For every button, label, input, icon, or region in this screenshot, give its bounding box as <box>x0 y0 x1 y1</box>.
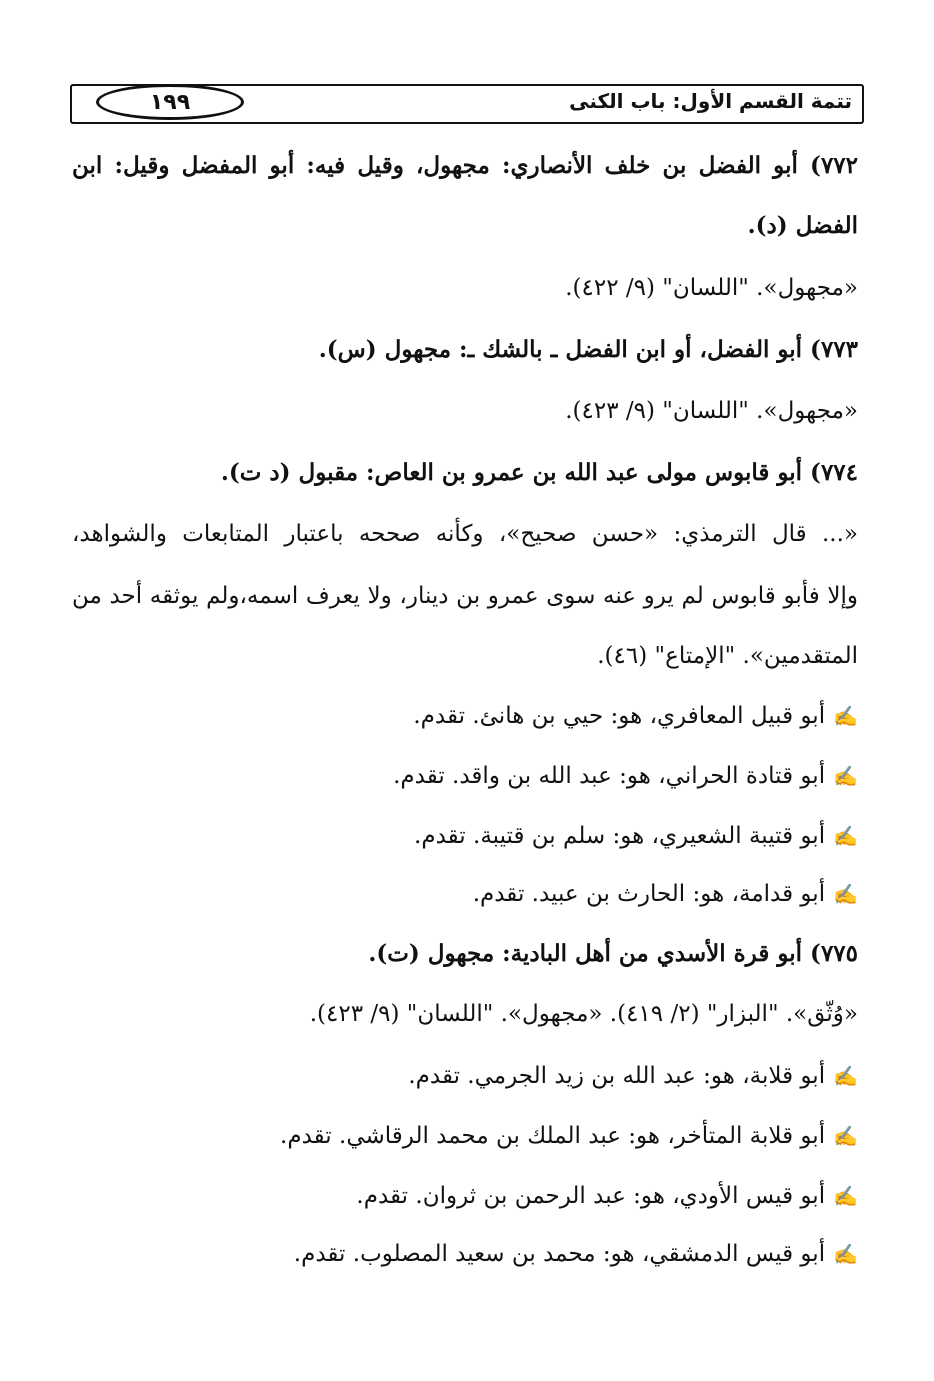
cross-reference-8 <box>294 1238 858 1270</box>
entry-772-line-1: ٧٧٢) أبو الفضل بن خلف الأنصاري: مجهول، وقيل فيه: أبو المفضل وقيل: ابن <box>72 152 858 179</box>
entry-773-note: «مجهول». "اللسان" (٩/ ٤٢٣). <box>565 398 858 424</box>
entry-772-line-2: الفضل (د). <box>747 212 858 239</box>
entry-774-note-line-1: «... قال الترمذي: «حسن صحيح»، وكأنه صححه باعتبار المتابعات والشواهد، <box>72 521 858 547</box>
entry-775: ٧٧٥) أبو قرة الأسدي من أهل البادية: مجهول (ت). <box>368 940 858 967</box>
entry-774-note-line-3: المتقدمين». "الإمتاع" (٤٦). <box>597 643 858 669</box>
pen-writing-icon: ✍ <box>833 1064 858 1088</box>
entry-775-note: «وُثّق». "البزار" (٢/ ٤١٩). «مجهول». "اللسان" (٩/ ٤٢٣). <box>309 1001 858 1027</box>
cross-reference-text: أبو قلابة المتأخر، هو: عبد الملك بن محمد الرقاشي. تقدم. <box>280 1123 826 1149</box>
pen-writing-icon: ✍ <box>833 1184 858 1208</box>
pen-writing-icon: ✍ <box>833 1124 858 1148</box>
cross-reference-5 <box>408 1060 858 1092</box>
page-header <box>70 84 864 124</box>
entry-773: ٧٧٣) أبو الفضل، أو ابن الفضل ـ بالشك ـ: مجهول (س). <box>318 336 858 363</box>
cross-reference-3 <box>414 820 858 852</box>
cross-reference-2 <box>393 760 858 792</box>
pen-writing-icon: ✍ <box>833 1242 858 1266</box>
cross-reference-4 <box>473 878 858 910</box>
pen-writing-icon: ✍ <box>833 882 858 906</box>
cross-reference-6 <box>280 1120 858 1152</box>
entry-772-note: «مجهول». "اللسان" (٩/ ٤٢٢). <box>565 275 858 301</box>
cross-reference-text: أبو قبيل المعافري، هو: حيي بن هانئ. تقدم. <box>413 703 826 729</box>
pen-writing-icon: ✍ <box>833 764 858 788</box>
cross-reference-text: أبو قتادة الحراني، هو: عبد الله بن واقد. تقدم. <box>393 763 826 789</box>
entry-774: ٧٧٤) أبو قابوس مولى عبد الله بن عمرو بن العاص: مقبول (د ت). <box>220 459 858 486</box>
cross-reference-text: أبو قيس الدمشقي، هو: محمد بن سعيد المصلوب. تقدم. <box>293 1241 826 1267</box>
cross-reference-1 <box>413 700 858 732</box>
page-number-oval <box>96 84 244 120</box>
pen-writing-icon: ✍ <box>833 824 858 848</box>
cross-reference-text: أبو قلابة، هو: عبد الله بن زيد الجرمي. تقدم. <box>408 1063 826 1089</box>
cross-reference-text: أبو قدامة، هو: الحارث بن عبيد. تقدم. <box>472 881 826 907</box>
cross-reference-text: أبو قتيبة الشعيري، هو: سلم بن قتيبة. تقدم. <box>414 823 826 849</box>
page-number: ١٩٩ <box>149 89 191 115</box>
cross-reference-7 <box>356 1180 858 1212</box>
pen-writing-icon: ✍ <box>833 704 858 728</box>
header-title: تتمة القسم الأول: باب الكنى <box>569 89 852 113</box>
cross-reference-text: أبو قيس الأودي، هو: عبد الرحمن بن ثروان. تقدم. <box>356 1183 826 1209</box>
entry-774-note-line-2: وإلا فأبو قابوس لم يرو عنه سوى عمرو بن دينار، ولا يعرف اسمه،ولم يوثقه أحد من <box>72 583 858 609</box>
